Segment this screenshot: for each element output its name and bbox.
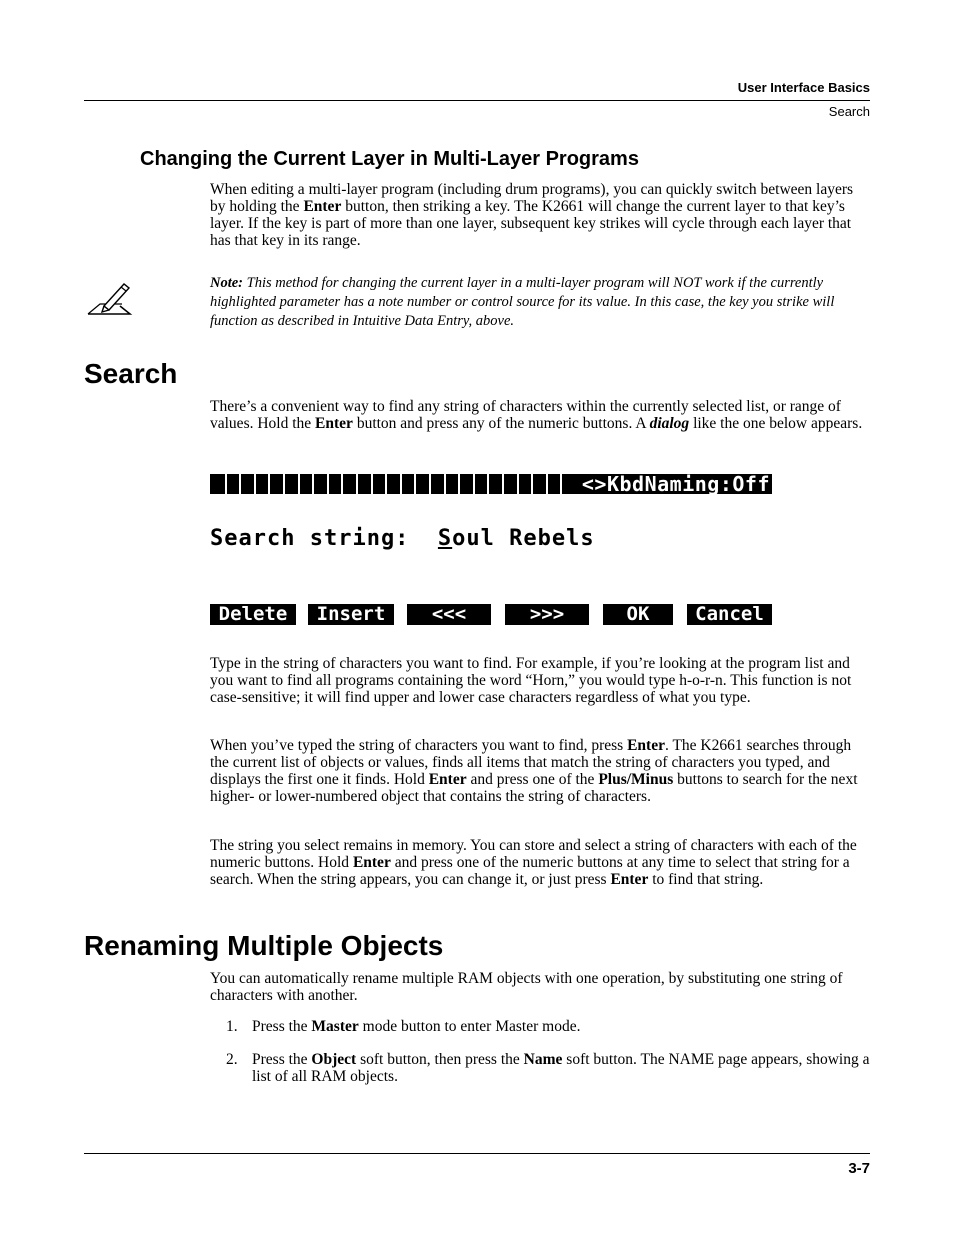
lcd-bar-segment [327,474,329,494]
subsection-heading-changing-layer: Changing the Current Layer in Multi-Layer Programs [140,148,639,170]
lcd-bar-segment [473,474,475,494]
emphasis-text: Enter [610,871,649,888]
lcd-bar-segment [225,474,227,494]
step-text [252,1018,580,1035]
text-run: Type in the string of characters you want to find. For example, if you’re looking at the program list and you want to find all programs containing the word “Horn,” you would type h-o-r-n. This function is not case-sensitive; it will find upper and lower case characters regardless of what you type. [210,655,852,706]
lcd-bar-segment [560,474,562,494]
emphasis-text: Object [311,1051,357,1068]
section-heading-search: Search [84,358,178,389]
note-body: This method for changing the current layer in a multi-layer program will NOT work if the currently highlighted parameter has a note number or control source for its value. In this case, the key you strike will function as described in Intuitive Data Entry, above. [210,275,835,329]
emphasis-text: Enter [315,415,353,432]
lcd-bar-segment [487,474,489,494]
emphasis-text: Master [311,1018,359,1035]
step-number: 2. [226,1051,238,1068]
text-run: button, then striking a key. The K2661 will change the current layer to that key’s layer. If the key is part of more than one layer, subsequent key strikes will cycle through each layer that has that key in its range. [210,198,852,249]
lcd-bar-segment [268,474,270,494]
changing-layer-paragraph [210,181,872,249]
search-intro-paragraph [210,398,872,432]
text-run: mode button to enter Master mode. [358,1018,581,1035]
search-paragraph-2 [210,737,872,805]
text-run: and press one of the [466,771,599,788]
text-run: When you’ve typed the string of characters you want to find, press [210,737,628,754]
lcd-insert-button: Insert [308,604,394,625]
text-run: Press the [252,1018,312,1035]
step-text [252,1051,869,1085]
step-number: 1. [226,1018,238,1035]
lcd-bar-segment [239,474,241,494]
text-run: There’s a convenient way to find any string of characters within the currently selected list, or range of values. Hold the [210,398,841,432]
lcd-bar-segment [283,474,285,494]
section-heading-renaming: Renaming Multiple Objects [84,930,444,961]
text-run: and press one of the numeric buttons at any time to select that string for a search. When the string appears, you can change it, or just press [210,854,850,888]
lcd-bar-segment [356,474,358,494]
running-header-title: User Interface Basics [737,80,870,95]
search-paragraph-1 [210,655,872,706]
lcd-bar-segment [341,474,343,494]
footer-rule [84,1153,870,1154]
emphasis-text: Enter [352,854,391,871]
lcd-top-bar [210,474,772,494]
lcd-bar-segment [385,474,387,494]
lcd-kbdnaming-label: <>KbdNaming:Off [581,474,770,494]
lcd-ok-button: OK [603,604,673,625]
emphasis-text: Enter [627,737,665,754]
text-run: The string you select remains in memory. You can store and select a string of characters with each of the numeric buttons. Hold [210,837,857,871]
text-run: Press the [252,1051,312,1068]
emphasis-text: Enter [428,771,467,788]
text-run: like the one below appears. [689,415,863,432]
text-run: button and press any of the numeric buttons. A [352,415,650,432]
search-paragraph-3 [210,837,872,888]
note-text [210,274,872,331]
lcd-bar-segment [298,474,300,494]
lcd-bar-segment [371,474,373,494]
emphasis-text: Plus/Minus [598,771,674,788]
text-run: You can automatically rename multiple RAM objects with one operation, by substituting one string of characters with another. [210,970,843,1004]
emphasis-text: Name [523,1051,563,1068]
note-pencil-icon [86,280,134,318]
lcd-prev-button: <<< [407,604,491,625]
emphasis-text: dialog [649,415,690,432]
lcd-search-dialog [210,474,772,626]
header-rule [84,100,870,101]
lcd-cancel-button: Cancel [687,604,772,625]
text-run: . The K2661 searches through the current list of objects or values, finds all items that match the string of characters you typed, and displays the first one it finds. Hold [210,737,852,788]
emphasis-text: Enter [303,198,342,215]
lcd-search-string-label: Search string: [210,526,438,551]
lcd-delete-button: Delete [210,604,296,625]
lcd-bar-segment [312,474,314,494]
lcd-bar-segment [414,474,416,494]
text-run: buttons to search for the next higher- or lower-numbered object that contains the string of characters. [210,771,858,805]
lcd-bar-segment [444,474,446,494]
text-run: When editing a multi-layer program (including drum programs), you can quickly switch between layers by holding the [210,181,854,215]
lcd-search-string-line [210,526,595,551]
text-run: soft button. The NAME page appears, showing a list of all RAM objects. [252,1051,870,1085]
lcd-bar-segment [531,474,533,494]
renaming-intro-paragraph [210,970,872,1004]
lcd-search-string-value: oul Rebels [452,526,595,551]
step-item [210,1051,872,1085]
lcd-bar-segment [502,474,504,494]
renaming-steps-list [210,1018,872,1085]
running-header-subtitle: Search [828,104,870,119]
lcd-bar-segment [546,474,548,494]
lcd-bar-segment [254,474,256,494]
lcd-cursor-char: S [437,526,453,551]
lcd-bar-segment [400,474,402,494]
text-run: soft button, then press the [356,1051,524,1068]
page-number: 3-7 [848,1160,870,1177]
lcd-bar-segment [458,474,460,494]
note-label: Note: [210,275,244,291]
lcd-bar-segment [517,474,519,494]
lcd-bar-segment [429,474,431,494]
lcd-next-button: >>> [505,604,589,625]
step-item [210,1018,872,1035]
text-run: to find that string. [648,871,764,888]
